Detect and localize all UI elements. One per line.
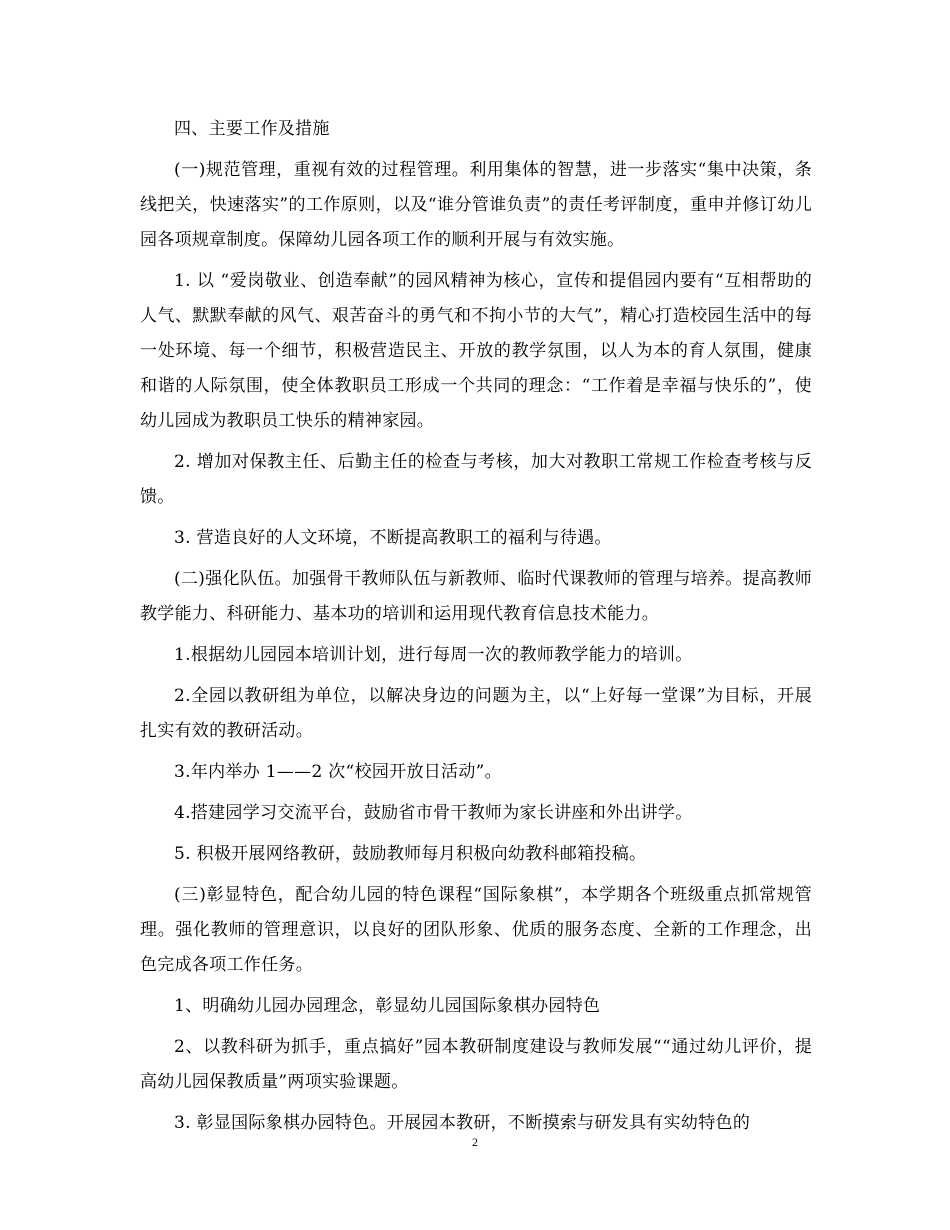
paragraph: (三)彰显特色，配合幼儿园的特色课程“国际象棋”，本学期各个班级重点抓常规管理。强化教师的管理意识，以良好的团队形象、优质的服务态度、全新的工作理念，出色完成各项工作任务。 — [140, 885, 812, 975]
paragraph: 3. 彰显国际象棋办园特色。开展园本教研，不断摸索与研发具有实幼特色的 — [174, 1113, 751, 1133]
page-number: 2 — [472, 1135, 478, 1149]
paragraph: 3.年内举办 1——2 次“校园开放日活动”。 — [174, 762, 502, 782]
paragraph: 5. 积极开展网络教研，鼓励教师每月积极向幼教科邮箱投稿。 — [174, 844, 647, 864]
paragraph: 1. 以 “爱岗敬业、创造奉献”的园风精神为核心，宣传和提倡园内要有“互相帮助的人气、默默奉献的风气、艰苦奋斗的勇气和不拘小节的大气”，精心打造校园生活中的每一处环境、每一个细节，积极营造民主、开放的教学氛围，以人为本的育人氛围，健康和谐的人际氛围，使全体教职员工形成一个共同的理念：“工作着是幸福与快乐的”，使幼儿园成为教职员工快乐的精神家园。 — [140, 271, 812, 431]
paragraph: (二)强化队伍。加强骨干教师队伍与新教师、临时代课教师的管理与培养。提高教师教学能力、科研能力、基本功的培训和运用现代教育信息技术能力。 — [140, 569, 812, 624]
paragraph: 3. 营造良好的人文环境，不断提高教职工的福利与待遇。 — [174, 528, 612, 548]
paragraph: 1.根据幼儿园园本培训计划，进行每周一次的教师教学能力的培训。 — [174, 645, 693, 665]
paragraph: 2、以教科研为抓手，重点搞好”园本教研制度建设与教师发展““通过幼儿评价，提高幼儿园保教质量”两项实验课题。 — [140, 1037, 812, 1092]
paragraph: 4.搭建园学习交流平台，鼓励省市骨干教师为家长讲座和外出讲学。 — [174, 803, 693, 823]
section-heading: 四、主要工作及措施 — [174, 119, 330, 139]
paragraph: 2. 增加对保教主任、后勤主任的检查与考核，加大对教职工常规工作检查考核与反馈。 — [140, 452, 812, 507]
paragraph: 1、明确幼儿园办园理念，彰显幼儿园国际象棋办园特色 — [174, 996, 601, 1016]
paragraph: (一)规范管理，重视有效的过程管理。利用集体的智慧，进一步落实“集中决策，条线把关，快速落实”的工作原则，以及“谁分管谁负责”的责任考评制度，重申并修订幼儿园各项规章制度。保障幼儿园各项工作的顺利开展与有效实施。 — [140, 160, 812, 250]
page-body — [140, 112, 812, 1147]
paragraph: 2.全园以教研组为单位，以解决身边的问题为主，以“上好每一堂课”为目标，开展扎实有效的教研活动。 — [140, 686, 812, 741]
